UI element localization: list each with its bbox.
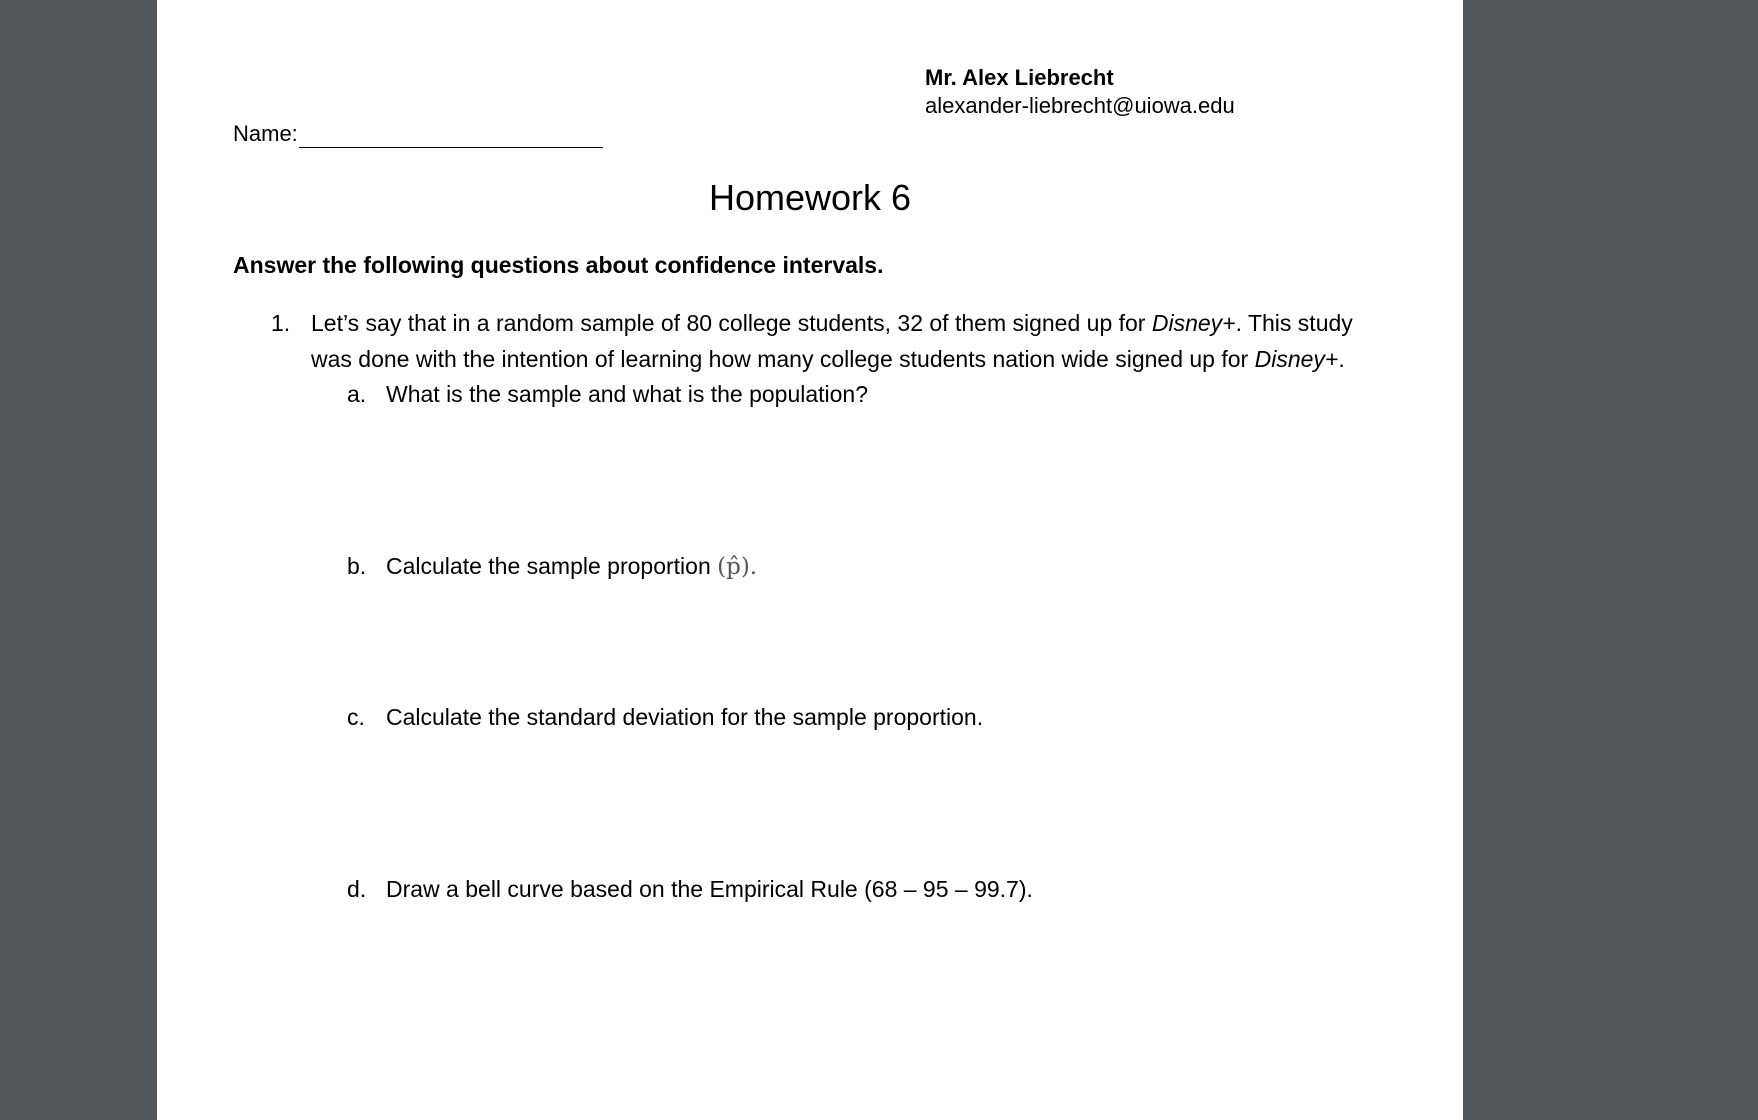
p-hat-symbol: (p̂). (717, 554, 758, 580)
part-a (347, 379, 868, 409)
part-letter: a. (347, 381, 367, 407)
document-page (157, 0, 1463, 1120)
part-c (347, 702, 983, 732)
part-letter: c. (347, 704, 365, 730)
instructions: Answer the following questions about confidence intervals. (233, 252, 884, 278)
part-text: Calculate the standard deviation for the sample proportion. (386, 704, 984, 730)
part-text: Calculate the sample proportion (386, 553, 718, 579)
part-text: What is the sample and what is the population? (386, 381, 869, 407)
part-d (347, 874, 1033, 904)
name-blank-line (299, 125, 603, 148)
page-title: Homework 6 (708, 177, 912, 218)
name-label: Name: (233, 121, 298, 146)
student-name-field (233, 120, 603, 148)
part-text: Draw a bell curve based on the Empirical Rule (68 – 95 – 99.7). (386, 876, 1033, 902)
author-email: alexander-liebrecht@uiowa.edu (925, 93, 1235, 118)
question-text-part: Let’s say that in a random sample of 80 college students, 32 of them signed up for (311, 310, 1152, 336)
part-letter: b. (347, 553, 367, 579)
question-text-part: . (1338, 346, 1345, 372)
question-1 (271, 305, 1381, 377)
part-letter: d. (347, 876, 367, 902)
part-b (347, 551, 757, 582)
question-text-part: . This study was done with the intention of learning how many college students nation wide signed up for (311, 310, 1353, 372)
question-number: 1. (271, 310, 291, 336)
author-block (925, 64, 1235, 120)
author-name: Mr. Alex Liebrecht (925, 65, 1114, 90)
question-text (311, 305, 1381, 377)
brand-name: Disney+ (1151, 310, 1236, 336)
brand-name: Disney+ (1254, 346, 1339, 372)
